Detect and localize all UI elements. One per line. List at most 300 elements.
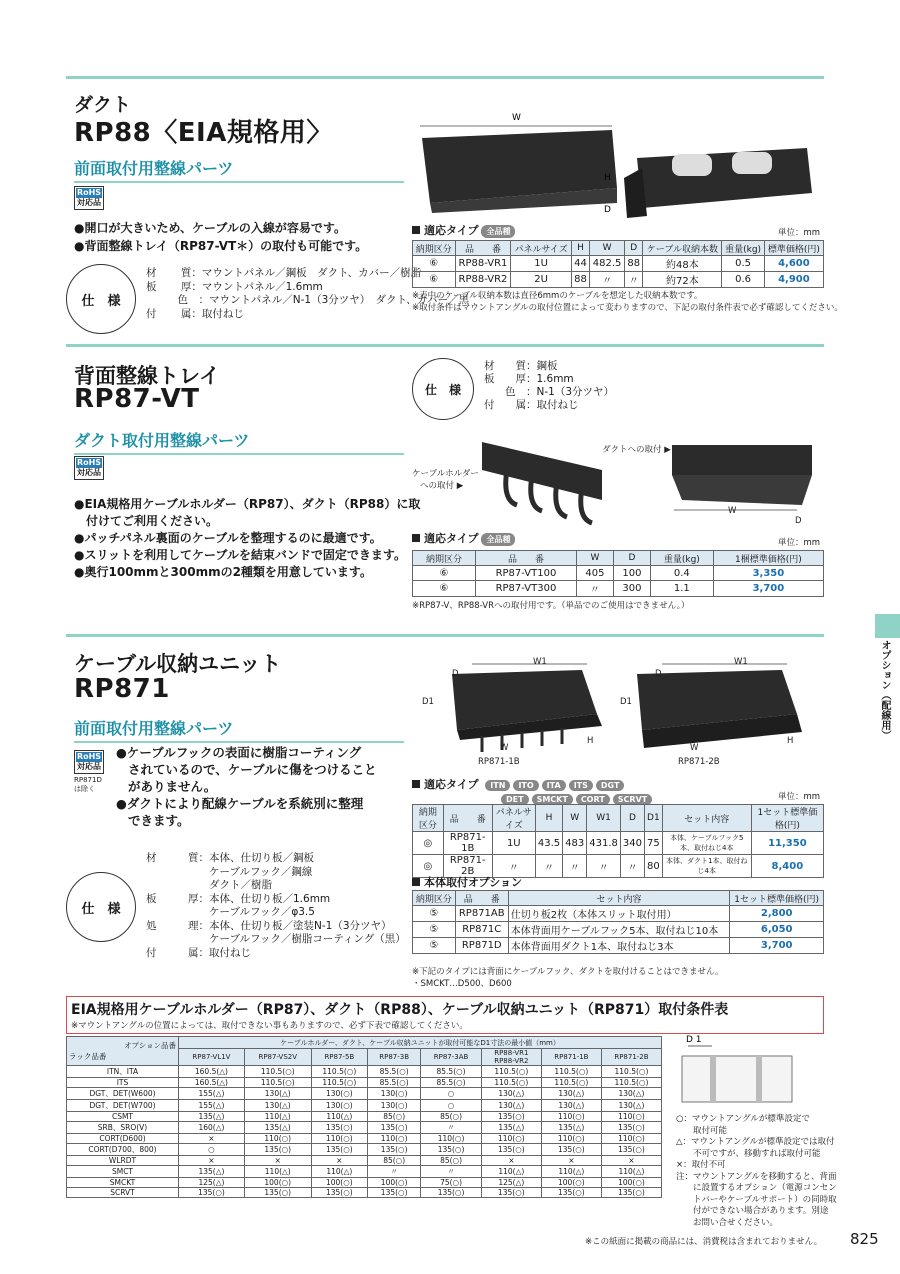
table-cell: 0.6 (722, 272, 764, 288)
table-header: D (625, 241, 643, 256)
spec-label: 仕 様 (66, 264, 136, 334)
dim-label: D1 (422, 697, 434, 707)
table-cell: 〃 (576, 581, 613, 597)
table-cell: ⑥ (413, 272, 456, 288)
table-cell: 110(○) (541, 1112, 601, 1122)
note-text: ※下記のタイプには背面にケーブルフック、ダクトを取付けることはできません。 (412, 967, 724, 977)
dim-label: D (795, 516, 802, 526)
table-header: 納期区分 (413, 241, 456, 256)
table-cell: 135(○) (541, 1144, 601, 1156)
table-row (413, 922, 824, 938)
table-cell: 85(○) (368, 1156, 421, 1166)
dim-label: W1 (734, 657, 748, 667)
table-cell: 110(○) (311, 1134, 367, 1144)
table-row (67, 1078, 662, 1088)
spec-table (412, 550, 824, 597)
table-cell: ⑥ (413, 256, 456, 272)
product-title: RP88〈EIA規格用〉 (74, 118, 333, 148)
subtitle: ダクト取付用整線パーツ (74, 428, 404, 455)
table-row (67, 1188, 662, 1198)
table-cell: 3,700 (730, 938, 824, 954)
table-cell: 135(○) (421, 1188, 482, 1198)
table-row (413, 566, 824, 581)
table-cell: 135(△) (179, 1112, 245, 1122)
table-header: RP871-1B (541, 1049, 601, 1066)
type-label: 適応タイプ ITN ITO ITA ITS DGT DET SMCKT CORT SCRVT (412, 776, 672, 805)
table-cell: SMCKT (67, 1178, 179, 1188)
spec-table (412, 240, 824, 288)
caption: への取付 ▶ (420, 481, 464, 491)
table-cell: 100 (613, 566, 650, 581)
table-header: D1 (645, 805, 663, 832)
mount-diagram (676, 1034, 796, 1106)
dim-label: D (655, 669, 662, 679)
table-cell: 482.5 (590, 256, 625, 272)
table-cell: RP87-VT300 (475, 581, 576, 597)
table-cell: 135(○) (421, 1144, 482, 1156)
table-cell: RP871D (455, 938, 508, 954)
table-cell: 135(○) (601, 1122, 661, 1134)
table-cell: 135(○) (541, 1188, 601, 1198)
type-label: 適応タイプ 全品種 (412, 222, 515, 238)
feature-text: ●EIA規格用ケーブルホルダー（RP87）、ダクト（RP88）に取 (74, 497, 421, 511)
table-row (67, 1112, 662, 1122)
table-cell: 135(△) (244, 1122, 311, 1134)
table-row (67, 1134, 662, 1144)
product-image-rp871 (412, 652, 824, 764)
table-cell: 125(△) (179, 1178, 245, 1188)
table-cell: 88 (571, 272, 589, 288)
table-header: セット内容 (662, 805, 751, 832)
spec-table (412, 804, 824, 878)
table-cell: ○ (179, 1144, 245, 1156)
legend-line: △：マウントアングルが標準設定では取付 (676, 1137, 835, 1147)
table-header: 1セット標準価格(円) (730, 891, 824, 906)
table-cell: CORT(D700、800) (67, 1144, 179, 1156)
table-cell: 100(○) (601, 1178, 661, 1188)
table-cell: RP87-VT100 (475, 566, 576, 581)
table-row (67, 1144, 662, 1156)
table-cell: × (311, 1156, 367, 1166)
table-cell: 135(○) (481, 1188, 541, 1198)
feature-text: されているので、ケーブルに傷をつけること (128, 762, 377, 777)
table-cell: 1.1 (650, 581, 713, 597)
product-model: RP871 (74, 674, 170, 704)
table-cell: ○ (421, 1088, 482, 1100)
rohs-badge: RoHS 対応品 (74, 186, 104, 210)
table-header: RP871-2B (601, 1049, 661, 1066)
table-header: 納期区分 (413, 551, 476, 566)
table-cell: 85.5(○) (421, 1078, 482, 1088)
note-text: ※表中のケーブル収納本数は直径6mmのケーブルを想定した収納本数です。 (412, 291, 703, 301)
table-cell: 135(△) (481, 1122, 541, 1134)
table-cell: 431.8 (587, 832, 621, 855)
table-cell: 130(○) (368, 1088, 421, 1100)
table-cell: 110(○) (541, 1134, 601, 1144)
table-cell: 110(△) (244, 1112, 311, 1122)
table-cell: 4,900 (764, 272, 823, 288)
table-cell: 〃 (625, 272, 643, 288)
table-cell: 85.5(○) (368, 1066, 421, 1078)
table-cell: 135(○) (481, 1144, 541, 1156)
table-cell: 483 (563, 832, 587, 855)
table-row (413, 272, 824, 288)
table-cell: RP871C (455, 922, 508, 938)
table-cell: 100(○) (541, 1178, 601, 1188)
table-cell: 135(○) (368, 1144, 421, 1156)
table-header: 品 番 (455, 891, 508, 906)
table-row (413, 256, 824, 272)
table-row (413, 938, 824, 954)
table-cell: 3,350 (713, 566, 823, 581)
subtitle: 前面取付用整線パーツ (74, 716, 404, 743)
table-cell: ⑤ (413, 922, 456, 938)
feature-text: ●開口が大きいため、ケーブルの入線が容易です。 (74, 221, 346, 235)
table-cell: ITS (67, 1078, 179, 1088)
spec-label: 仕 様 (412, 358, 474, 420)
note-text: ・SMCKT…D500、D600 (412, 979, 512, 989)
table-cell: 仕切り板2枚（本体スリット取付用） (508, 906, 730, 922)
dim-label: D (452, 669, 459, 679)
table-cell: 110.5(○) (481, 1078, 541, 1088)
table-cell: 〃 (368, 1166, 421, 1178)
table-cell: 130(△) (244, 1100, 311, 1112)
table-header: 重量(kg) (650, 551, 713, 566)
table-header: パネルサイズ (492, 805, 535, 832)
footer-note: ※この紙面に掲載の商品には、消費税は含まれておりません。 (585, 1237, 823, 1247)
table-cell: 110(○) (601, 1112, 661, 1122)
table-cell: RP88-VR1 (455, 256, 511, 272)
product-model: RP87-VT (74, 384, 200, 414)
table-row (413, 832, 824, 855)
table-cell: 〃 (492, 855, 535, 878)
spec-text: 材 質：マウントパネル／鋼板 ダクト、カバー／樹脂 板 厚：マウントパネル／1.6mm 色 ：マウントパネル／N-1（3分ツヤ） ダクト、カバー／黒 付 属：取付ねじ (146, 267, 470, 320)
table-cell: 155(△) (179, 1100, 245, 1112)
table-header: H (535, 805, 562, 832)
table-cell: 本体、ダクト1本、取付ねじ4本 (662, 855, 751, 878)
table-header: 1セット標準価格(円) (751, 805, 823, 832)
dim-label: W (500, 743, 509, 753)
table-cell: 本体背面用ダクト1本、取付ねじ3本 (508, 938, 730, 954)
table-cell: 75(○) (421, 1178, 482, 1188)
table-cell: 135(○) (311, 1188, 367, 1198)
table-cell: 110.5(○) (601, 1078, 661, 1088)
table-cell: 85.5(○) (421, 1066, 482, 1078)
feature-text: できます。 (128, 813, 190, 828)
table-cell: 130(△) (481, 1088, 541, 1100)
feature-text: ●奥行100mmと300mmの2種類を用意しています。 (74, 565, 372, 579)
product-title: 背面整線トレイ (74, 364, 220, 388)
table-cell: 11,350 (751, 832, 823, 855)
table-row (67, 1100, 662, 1112)
table-cell: 110.5(○) (601, 1066, 661, 1078)
conditions-note: ※マウントアングルの位置によっては、取付できない事もありますので、必ず下表で確認してください。 (71, 1021, 468, 1031)
feature-text: ●ダクトにより配線ケーブルを系統別に整理 (116, 796, 364, 811)
table-cell: 0.5 (722, 256, 764, 272)
dim-label: W1 (533, 657, 547, 667)
table-header: 標準価格(円) (764, 241, 823, 256)
table-cell: 110.5(○) (481, 1066, 541, 1078)
table-cell: 110(△) (541, 1166, 601, 1178)
table-cell: 300 (613, 581, 650, 597)
table-cell: 110.5(○) (311, 1078, 367, 1088)
table-cell: 130(△) (601, 1100, 661, 1112)
table-cell: × (541, 1156, 601, 1166)
table-cell: 135(○) (244, 1188, 311, 1198)
table-cell: × (481, 1156, 541, 1166)
table-cell: RP88-VR2 (455, 272, 511, 288)
table-cell: 85(○) (368, 1112, 421, 1122)
legend-line: 付ができない場合があります。別途 (676, 1206, 829, 1216)
table-cell: 135(○) (244, 1144, 311, 1156)
table-cell: 135(△) (179, 1166, 245, 1178)
table-cell: 135(○) (368, 1188, 421, 1198)
spec-label: 仕 様 (66, 872, 136, 942)
conditions-title: EIA規格用ケーブルホルダー（RP87）、ダクト（RP88）、ケーブル収納ユニット（RP871）取付条件表 ※マウントアングルの位置によっては、取付できない事もありますので、必ず下表で確認してください。 (66, 996, 824, 1034)
svg-text:H: H (604, 173, 611, 183)
table-cell: DGT、DET(W700) (67, 1100, 179, 1112)
table-header: W (590, 241, 625, 256)
table-cell: 130(○) (311, 1088, 367, 1100)
table-cell: 160.5(△) (179, 1078, 245, 1088)
category-label: ダクト (74, 94, 132, 116)
table-cell: 0.4 (650, 566, 713, 581)
page-number: 825 (850, 1230, 879, 1248)
table-cell: 135(○) (311, 1144, 367, 1156)
table-cell: ⑥ (413, 581, 476, 597)
table-cell: 130(△) (601, 1088, 661, 1100)
table-cell: 130(△) (244, 1088, 311, 1100)
legend-line: お問い合せください。 (676, 1217, 779, 1228)
table-header: 1梱標準価格(円) (713, 551, 823, 566)
table-header: 品 番 (443, 805, 492, 832)
legend-line: 取付可能 (676, 1125, 728, 1136)
side-tab: オプション（配線用） (879, 640, 890, 740)
table-cell: 110(△) (311, 1112, 367, 1122)
table-cell: 75 (645, 832, 663, 855)
dim-label: W (690, 743, 699, 753)
table-header: D (613, 551, 650, 566)
table-cell: ⑥ (413, 566, 476, 581)
legend-line: ×：取付不可 (676, 1160, 726, 1170)
table-cell: CORT(D600) (67, 1134, 179, 1144)
table-cell: 125(△) (481, 1178, 541, 1188)
table-cell: 135(○) (179, 1188, 245, 1198)
feature-text: 付けてご利用ください。 (86, 514, 219, 528)
table-cell: 88 (625, 256, 643, 272)
svg-text:D: D (604, 205, 611, 215)
unit-label: 単位：mm (778, 538, 821, 548)
table-cell: 80 (645, 855, 663, 878)
table-cell: 110(○) (368, 1134, 421, 1144)
table-cell: 3,700 (713, 581, 823, 597)
table-cell: 405 (576, 566, 613, 581)
feature-text: がありません。 (128, 779, 217, 794)
table-cell: SCRVT (67, 1188, 179, 1198)
table-row (67, 1088, 662, 1100)
table-header: 納期区分 (413, 891, 456, 906)
table-cell: 130(△) (541, 1100, 601, 1112)
table-cell: × (244, 1156, 311, 1166)
table-cell: 100(○) (244, 1178, 311, 1188)
table-cell: 160(△) (179, 1122, 245, 1134)
table-header: RP87-3B (368, 1049, 421, 1066)
option-table (412, 890, 824, 954)
unit-label: 単位：mm (778, 228, 821, 238)
table-cell: 〃 (587, 855, 621, 878)
table-cell: 110(△) (244, 1166, 311, 1178)
table-header: 納期区分 (413, 805, 444, 832)
table-cell: ○ (421, 1100, 482, 1112)
caption: ダクトへの取付 ▶ (602, 445, 671, 455)
table-cell: 110(○) (421, 1134, 482, 1144)
table-cell: 130(○) (311, 1100, 367, 1112)
option-label: 本体取付オプション (412, 874, 522, 890)
table-cell: 〃 (421, 1122, 482, 1134)
table-cell: × (601, 1156, 661, 1166)
table-cell: 2,800 (730, 906, 824, 922)
table-row (67, 1066, 662, 1078)
table-header: 重量(kg) (722, 241, 764, 256)
table-cell: 4,600 (764, 256, 823, 272)
table-header: H (571, 241, 589, 256)
legend-line: 注：マウントアングルを移動すると、背面 (676, 1171, 837, 1182)
table-cell: 110.5(○) (244, 1066, 311, 1078)
table-cell: 130(△) (541, 1088, 601, 1100)
table-header: W (563, 805, 587, 832)
table-cell: SRB、SRO(V) (67, 1122, 179, 1134)
table-cell: 6,050 (730, 922, 824, 938)
table-cell: WLRDT (67, 1156, 179, 1166)
dim-label: W (728, 506, 737, 516)
table-cell: 85.5(○) (368, 1078, 421, 1088)
table-cell: 155(△) (179, 1088, 245, 1100)
feature-text: ●パッチパネル裏面のケーブルを整理するのに最適です。 (74, 531, 382, 545)
image-caption: RP871-1B (478, 757, 520, 767)
table-cell: 110(○) (601, 1134, 661, 1144)
table-cell: × (179, 1134, 245, 1144)
table-cell: ITN、ITA (67, 1066, 179, 1078)
svg-text:D 1: D 1 (686, 1035, 702, 1045)
table-header: W1 (587, 805, 621, 832)
svg-text:W: W (512, 113, 521, 123)
table-cell: 135(○) (481, 1112, 541, 1122)
legend-line: に設置するオプション（電源コンセン (676, 1183, 837, 1193)
note-text: ※RP87-V、RP88-VRへの取付用です。（単品でのご使用はできません。） (412, 601, 690, 611)
feature-text: ●スリットを利用してケーブルを結束バンドで固定できます。 (74, 548, 406, 562)
table-cell: 100(○) (368, 1178, 421, 1188)
table-cell: 本体、ケーブルフック5本、取付ねじ4本 (662, 832, 751, 855)
spec-text: 材 質：鋼板 板 厚：1.6mm 色 ：N-1（3分ツヤ） 付 属：取付ねじ (484, 360, 615, 411)
spec-text: 材 質：本体、仕切り板／鋼板 ケーブルフック／鋼線 ダクト／樹脂 板 厚：本体、仕切り板／1.6mm ケーブルフック／φ3.5 処 理：本体、仕切り板／塗装N-1（3分ツヤ） ケーブルフック／樹脂コーティング（黒） 付 属：取付ねじ (146, 852, 406, 959)
table-cell: 110.5(○) (311, 1066, 367, 1078)
table-cell: 1U (511, 256, 571, 272)
subtitle: 前面取付用整線パーツ (74, 156, 404, 183)
table-cell: CSMT (67, 1112, 179, 1122)
legend-line: 不可ですが、移動すれば取付可能 (676, 1148, 821, 1159)
table-cell: ◎ (413, 855, 444, 878)
legend-line: ○：マウントアングルが標準設定で (676, 1114, 810, 1124)
table-cell: 110(△) (311, 1166, 367, 1178)
table-cell: 135(○) (368, 1122, 421, 1134)
table-cell: 〃 (421, 1166, 482, 1178)
table-row (67, 1122, 662, 1134)
table-row (67, 1156, 662, 1166)
table-row (67, 1166, 662, 1178)
table-cell: RP871-1B (443, 832, 492, 855)
table-header: RP87-VL1V (179, 1049, 245, 1066)
table-header: W (576, 551, 613, 566)
table-cell: 130(○) (368, 1100, 421, 1112)
type-label: 適応タイプ 全品種 (412, 530, 515, 546)
table-cell: ⑤ (413, 938, 456, 954)
table-cell: 135(○) (601, 1144, 661, 1156)
table-cell: 44 (571, 256, 589, 272)
rohs-note: RP871D は除く (74, 776, 102, 793)
table-cell: 8,400 (751, 855, 823, 878)
feature-text: ●ケーブルフックの表面に樹脂コーティング (116, 745, 362, 760)
legend (676, 1114, 837, 1229)
table-cell: 135(○) (311, 1122, 367, 1134)
table-cell: 130(△) (481, 1100, 541, 1112)
table-header: RP87-5B (311, 1049, 367, 1066)
table-cell: 110.5(○) (244, 1078, 311, 1088)
table-row (413, 581, 824, 597)
unit-label: 単位：mm (778, 792, 821, 802)
table-header: セット内容 (508, 891, 730, 906)
table-header: D (620, 805, 644, 832)
table-cell: 110.5(○) (541, 1066, 601, 1078)
conditions-table: オプション品番 ラック品番 ケーブルホルダー、ダクト、ケーブル収納ユニットが取付可能なD1寸法の最小値（mm） RP87-VL1V RP87-VS2V RP87-5B RP87-3B RP87-3AB RP88-VR1 RP88-VR2 RP871-1B RP871-2B ITN、ITA 160.5(△) 110.5(○) 110.5(○) 85.5(○) 85.5(○) 110.5(○) 110.5(○) 110.5(○) ITS 160.5(△) 110.5(○) 110.5(○) 85.5(○) 85.5(○) 110.5(○) 110.5(○) 110.5(○) DGT、DET(W600) 155(△) 130(△) 130(○) 130(○) ○ 130(△) 130(△) 130(△) DGT、DET(W700) 155(△) 130(△) 130(○) 130(○) ○ 130(△) 130(△) 130(△) CSMT 135(△) 110(△) 110(△) 85(○) 85(○) 135(○) 110(○) 110(○) SRB、SRO(V) 160(△) 135(△) 135(○) 135(○) 〃 135(△) 135(△) 135(○) CORT(D600) × 110(○) 110(○) 110(○) 110(○) 110(○) 110(○) 110(○) CORT(D700、800) ○ 135(○) 135(○) 135(○) 135(○) 135(○) 135(○) 135(○) WLRDT × × × 85(○) 85(○) × × × SMCT 135(△) 110(△) 110(△) 〃 〃 110(△) 110(△) 110(△) SMCKT 125(△) 100(○) 100(○) 100(○) 75(○) 125(△) 100(○) 100(○) SCRVT 135(○) 135(○) 135(○) 135(○) 135(○) 135(○) 135(○) 135(○) (66, 1036, 662, 1198)
table-header: 品 番 (475, 551, 576, 566)
table-cell: SMCT (67, 1166, 179, 1178)
table-header: 品 番 (455, 241, 511, 256)
table-header: RP88-VR1 RP88-VR2 (481, 1049, 541, 1066)
product-title: ケーブル収納ユニット (74, 652, 282, 676)
dim-label: H (587, 736, 594, 746)
rohs-badge: RoHS 対応品 (74, 750, 104, 774)
table-cell: 43.5 (535, 832, 562, 855)
product-image-rp88 (412, 108, 822, 218)
table-cell: 110(○) (244, 1134, 311, 1144)
table-cell: 135(△) (541, 1122, 601, 1134)
table-cell: 135(○) (601, 1188, 661, 1198)
table-cell: 100(○) (311, 1178, 367, 1188)
table-cell: 約48本 (643, 256, 722, 272)
dim-label: H (787, 736, 794, 746)
table-header: ケーブル収納本数 (643, 241, 722, 256)
table-row (67, 1178, 662, 1188)
table-cell: 340 (620, 832, 644, 855)
table-header: パネルサイズ (511, 241, 571, 256)
table-cell: 本体背面用ケーブルフック5本、取付ねじ10本 (508, 922, 730, 938)
table-cell: 110(△) (481, 1166, 541, 1178)
table-cell: 110(○) (481, 1134, 541, 1144)
caption: ケーブルホルダー (412, 469, 479, 479)
table-cell: 85(○) (421, 1112, 482, 1122)
table-cell: ◎ (413, 832, 444, 855)
table-cell: 160.5(△) (179, 1066, 245, 1078)
table-cell: 〃 (590, 272, 625, 288)
table-cell: RP871AB (455, 906, 508, 922)
note-text: ※取付条件はマウントアングルの取付位置によって変わりますので、下記の取付条件表で必ず確認してください。 (412, 303, 843, 313)
table-cell: 85(○) (421, 1156, 482, 1166)
table-cell: 2U (511, 272, 571, 288)
table-cell: 110.5(○) (541, 1078, 601, 1088)
table-header: RP87-3AB (421, 1049, 482, 1066)
table-cell: 〃 (535, 855, 562, 878)
table-cell: 110(△) (601, 1166, 661, 1178)
